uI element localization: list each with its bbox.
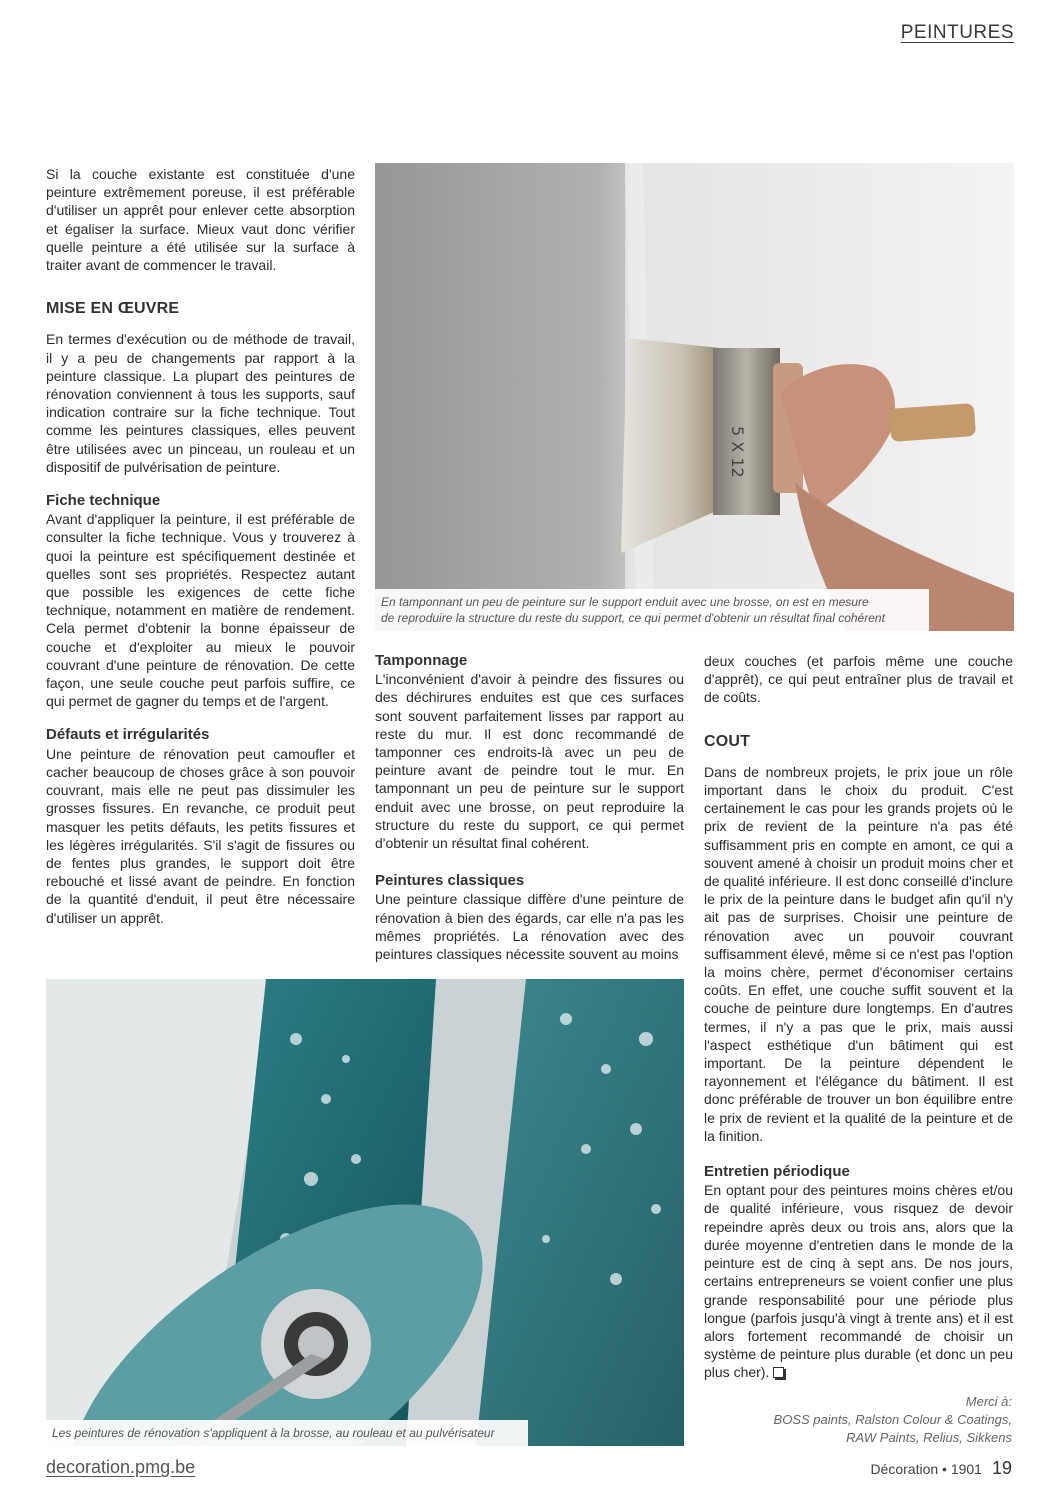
heading-fiche-technique: Fiche technique <box>46 492 161 510</box>
paragraph-cout: Dans de nombreux projets, le prix joue un rôle important dans le choix du produit. C'est certainement le cas pour les grands projets où le prix de revient de la peinture n'a pas été suffisamment pris en compte en amont, ce qui a souvent amené à choisir un produit moins cher et de qualité inférieure. Il est donc conseillé d'inclure le prix de la peinture dans le budget afin qu'il n'y ait pas de surprises. Choisir une peinture de rénovation avec un pouvoir couvrant suffisamment élevé, même si ce n'est pas l'option la moins chère, permet d'économiser certains coûts. En effet, une couche suffit souvent et la couche de peinture dure longtemps. En d'autres termes, il n'y a pas que le prix, mais aussi l'aspect esthétique d'un bâtiment qui est important. De la peinture dépendent le rayonnement et l'élégance du bâtiment. Il est donc préférable de trouver un bon équilibre entre le prix de revient et la qualité de la peinture et de la finition. <box>704 763 1013 1144</box>
paintbrush-illustration <box>375 163 1014 631</box>
paintbrush-photo <box>375 163 1014 631</box>
thanks-line-1: Merci à: <box>965 1394 1012 1409</box>
intro-paragraph: Si la couche existante est constituée d'une peinture extrêmement poreuse, il est préférable d'utiliser un apprêt pour enlever cette absorption et égaliser la surface. Mieux vaut donc vérifier quelle peinture a été utilisée sur la surface à traiter avant de commencer le travail. <box>46 166 355 274</box>
heading-tamponnage: Tamponnage <box>375 652 468 669</box>
paragraph-fiche-technique: Avant d'appliquer la peinture, il est préférable de consulter la fiche technique. Vous y trouverez à quoi la peinture est spécifiquement destinée et quelles sont ses propriétés. Respectez autant que possible les exigences de cette fiche technique, notamment en matière de rendement. Cela permet d'obtenir la bonne épaisseur de couche et d'exploiter au mieux le pouvoir couvrant d'une peinture de rénovation. De cette façon, une seule couche peut parfois suffire, ce qui permet de gagner du temps et de l'argent. <box>46 511 355 710</box>
thanks-line-3: RAW Paints, Relius, Sikkens <box>846 1430 1012 1445</box>
magazine-footer <box>870 1458 1012 1479</box>
svg-text:5 X 12: 5 X 12 <box>728 426 747 478</box>
website-link[interactable]: decoration.pmg.be <box>46 1457 196 1477</box>
paragraph-continuation: deux couches (et parfois même une couche d'apprêt), ce qui peut entraîner plus de travail et de coûts. <box>704 653 1013 706</box>
paint-roller-photo <box>46 979 684 1446</box>
column-right <box>704 652 1013 1382</box>
paragraph-defauts: Une peinture de rénovation peut camoufler et cacher beaucoup de choses grâce à son pouvoir couvrant, mais elle ne peut pas dissimuler les grosses fissures. En revanche, ce produit peut masquer les petits défauts, les petits fissures et les légères irrégularités. S'il s'agit de fissures ou de fentes plus grandes, le support doit être rebouché et lissé avant de peindre. En fonction de la quantité d'enduit, il peut être nécessaire d'utiliser un apprêt. <box>46 745 355 926</box>
brush-photo-caption <box>375 589 929 631</box>
paragraph-peintures-classiques: Une peinture classique diffère d'une peinture de rénovation à bien des égards, car elle n'a pas les mêmes propriétés. La rénovation avec des peintures classiques nécessite souvent au moins <box>375 891 684 963</box>
end-of-article-icon <box>773 1367 784 1378</box>
section-label: PEINTURES <box>900 22 1014 43</box>
acknowledgements <box>774 1393 1012 1447</box>
heading-mise-en-oeuvre: MISE EN ŒUVRE <box>46 300 180 318</box>
page-number: 19 <box>991 1458 1012 1478</box>
paragraph-mise-en-oeuvre: En termes d'exécution ou de méthode de travail, il y a peu de changements par rapport à la peinture classique. La plupart des peintures de rénovation conviennent à tous les supports, sauf indication contraire sur la fiche technique. Tout comme les peintures classiques, elles peuvent être utilisées avec un pinceau, un rouleau et un dispositif de pulvérisation de peinture. <box>46 331 355 475</box>
entretien-text: En optant pour des peintures moins chères et/ou de qualité inférieure, vous risquez de devoir repeindre après deux ou trois ans, alors que la durée moyenne d'entretien dans le monde de la peinture est de cinq à sept ans. De nos jours, certains entrepreneurs se voient confier une plus grande responsabilité pour une période plus longue (parfois jusqu'à vingt à trente ans) et il est alors fortement recommandé de choisir un système de peinture plus durable (et donc un peu plus cher). <box>704 1182 1013 1381</box>
paint-roller-illustration <box>46 979 684 1446</box>
brush-caption-line-1: En tamponnant un peu de peinture sur le support enduit avec une brosse, on est en mesure <box>381 595 869 609</box>
thanks-line-2: BOSS paints, Ralston Colour & Coatings, <box>773 1412 1012 1427</box>
heading-defauts: Défauts et irrégularités <box>46 726 210 744</box>
heading-cout: COUT <box>704 732 751 750</box>
magazine-issue: Décoration • 1901 <box>870 1461 982 1477</box>
heading-entretien-periodique: Entretien périodique <box>704 1163 850 1181</box>
column-middle <box>375 652 684 963</box>
brush-caption-line-2: de reproduire la structure du reste du support, ce qui permet d'obtenir un résultat final cohérent <box>381 611 885 625</box>
column-left <box>46 165 355 927</box>
heading-peintures-classiques: Peintures classiques <box>375 872 525 890</box>
roller-photo-caption: Les peintures de rénovation s'appliquent à la brosse, au rouleau et au pulvérisateur <box>46 1420 528 1446</box>
paragraph-entretien-periodique <box>704 1181 1013 1381</box>
paragraph-tamponnage: L'inconvénient d'avoir à peindre des fissures ou des déchirures enduites est que ces surfaces sont souvent parfaitement lisses par rapport au reste du mur. Il est donc recommandé de tamponner ces endroits-là avec un peu de peinture avant de peindre tout le mur. En tamponnant un peu de peinture sur le support enduit avec une brosse, on peut reproduire la structure du reste du support, ce qui permet d'obtenir un résultat final cohérent. <box>375 671 684 852</box>
